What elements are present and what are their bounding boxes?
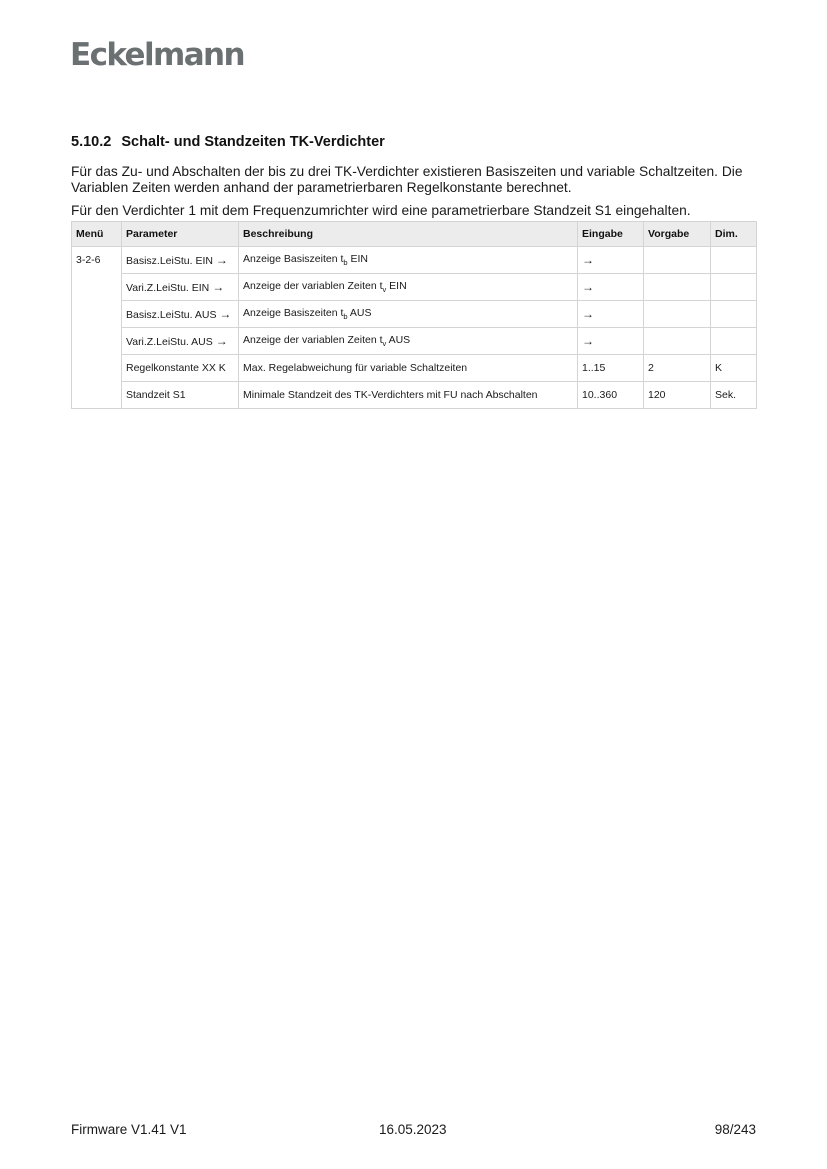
table-row bbox=[72, 355, 757, 382]
arrow-icon: → bbox=[582, 307, 594, 321]
menu-cell: 3-2-6 bbox=[72, 247, 122, 409]
header-eingabe: Eingabe bbox=[578, 222, 644, 247]
parameter-cell bbox=[122, 328, 239, 355]
dim-cell bbox=[711, 328, 757, 355]
description-cell bbox=[239, 328, 578, 355]
eingabe-cell: 10..360 bbox=[578, 382, 644, 409]
dim-cell: Sek. bbox=[711, 382, 757, 409]
arrow-icon: → bbox=[582, 280, 594, 294]
description-text: Anzeige der variablen Zeiten t bbox=[243, 279, 383, 292]
parameter-cell bbox=[122, 301, 239, 328]
eckelmann-logo: Eckelmann bbox=[70, 37, 244, 73]
description-suffix: AUS bbox=[386, 333, 411, 346]
description-cell bbox=[239, 247, 578, 274]
description-suffix: EIN bbox=[347, 252, 368, 265]
vorgabe-cell bbox=[644, 274, 711, 301]
description-text: Anzeige der variablen Zeiten t bbox=[243, 333, 383, 346]
vorgabe-cell bbox=[644, 301, 711, 328]
header-vorgabe: Vorgabe bbox=[644, 222, 711, 247]
eingabe-cell bbox=[578, 328, 644, 355]
description-text: Anzeige Basiszeiten t bbox=[243, 252, 344, 265]
dim-cell bbox=[711, 247, 757, 274]
parameter-label: Vari.Z.LeiStu. EIN bbox=[126, 282, 210, 294]
description-subscript: b bbox=[343, 258, 348, 268]
description-subscript: v bbox=[382, 339, 387, 349]
parameter-cell: Regelkonstante XX K bbox=[122, 355, 239, 382]
footer-firmware: Firmware V1.41 V1 bbox=[71, 1122, 187, 1137]
table-row bbox=[72, 301, 757, 328]
table-row bbox=[72, 382, 757, 409]
header-beschreibung: Beschreibung bbox=[239, 222, 578, 247]
arrow-icon: → bbox=[215, 253, 228, 267]
vorgabe-cell: 120 bbox=[644, 382, 711, 409]
vorgabe-cell: 2 bbox=[644, 355, 711, 382]
header-parameter: Parameter bbox=[122, 222, 239, 247]
footer-page-number: 98/243 bbox=[714, 1122, 756, 1137]
section-number: 5.10.2 bbox=[71, 134, 112, 150]
description-text: Anzeige Basiszeiten t bbox=[243, 306, 344, 319]
table-row bbox=[72, 247, 757, 274]
vorgabe-cell bbox=[644, 247, 711, 274]
table-row bbox=[72, 328, 757, 355]
description-cell bbox=[239, 301, 578, 328]
dim-cell bbox=[711, 301, 757, 328]
eingabe-cell bbox=[578, 301, 644, 328]
description-cell bbox=[239, 274, 578, 301]
header-menu: Menü bbox=[72, 222, 122, 247]
vorgabe-cell bbox=[644, 328, 711, 355]
parameter-table bbox=[71, 221, 757, 409]
header-dim: Dim. bbox=[711, 222, 757, 247]
eingabe-cell: 1..15 bbox=[578, 355, 644, 382]
standzeit-paragraph: Für den Verdichter 1 mit dem Frequenzumrichter wird eine parametrierbare Standzeit S1 eingehalten. bbox=[71, 203, 691, 218]
table-header-row bbox=[72, 222, 757, 247]
description-subscript: v bbox=[382, 285, 387, 295]
eingabe-cell bbox=[578, 274, 644, 301]
section-title: Schalt- und Standzeiten TK-Verdichter bbox=[121, 134, 385, 150]
parameter-cell bbox=[122, 274, 239, 301]
description-cell: Max. Regelabweichung für variable Schaltzeiten bbox=[239, 355, 578, 382]
description-cell: Minimale Standzeit des TK-Verdichters mit FU nach Abschalten bbox=[239, 382, 578, 409]
description-suffix: AUS bbox=[347, 306, 372, 319]
arrow-icon: → bbox=[582, 334, 594, 348]
description-subscript: b bbox=[343, 312, 348, 322]
section-heading bbox=[71, 134, 385, 150]
arrow-icon: → bbox=[582, 253, 594, 267]
arrow-icon: → bbox=[215, 334, 228, 348]
parameter-cell bbox=[122, 247, 239, 274]
intro-paragraph: Für das Zu- und Abschalten der bis zu drei TK-Verdichter existieren Basiszeiten und variable Schaltzeiten. Die Variablen Zeiten werden anhand der parametrierbaren Regelkonstante berechnet. bbox=[71, 164, 743, 195]
table-row bbox=[72, 274, 757, 301]
dim-cell: K bbox=[711, 355, 757, 382]
dim-cell bbox=[711, 274, 757, 301]
footer-date: 16.05.2023 bbox=[379, 1122, 447, 1137]
arrow-icon: → bbox=[212, 280, 225, 294]
parameter-label: Vari.Z.LeiStu. AUS bbox=[126, 336, 213, 348]
parameter-cell: Standzeit S1 bbox=[122, 382, 239, 409]
parameter-label: Basisz.LeiStu. AUS bbox=[126, 309, 217, 321]
parameter-label: Basisz.LeiStu. EIN bbox=[126, 255, 213, 267]
arrow-icon: → bbox=[219, 307, 232, 321]
description-suffix: EIN bbox=[386, 279, 407, 292]
eingabe-cell bbox=[578, 247, 644, 274]
